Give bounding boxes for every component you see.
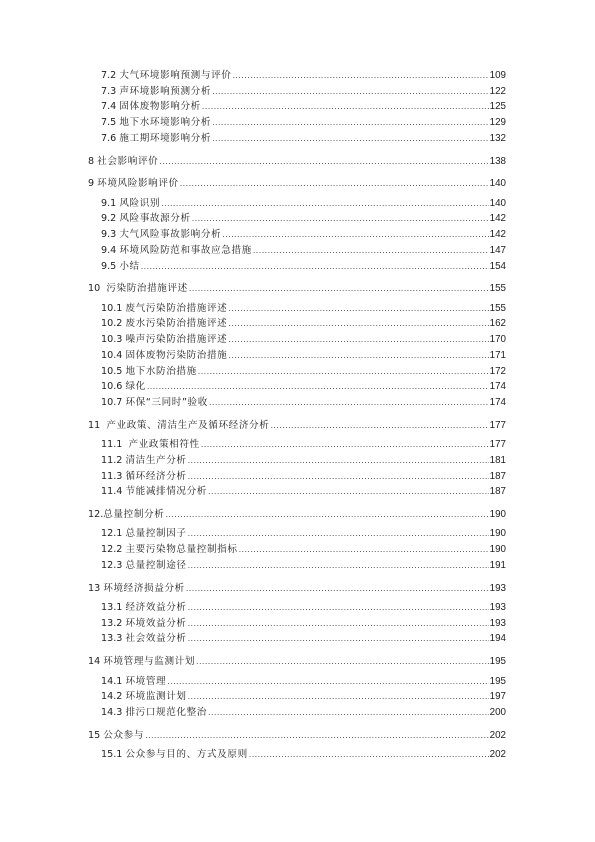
toc-entry-number: 14.3 bbox=[101, 707, 123, 718]
toc-entry-title: 环境管理与监测计划 bbox=[103, 656, 196, 668]
toc-entry-page-number: 132 bbox=[489, 132, 506, 144]
toc-dot-leader bbox=[189, 283, 489, 295]
toc-entry-number: 13.2 bbox=[101, 617, 123, 629]
toc-entry[interactable] bbox=[101, 484, 506, 498]
toc-entry-number: 11.2 bbox=[101, 454, 123, 466]
toc-dot-leader bbox=[209, 397, 489, 409]
toc-entry-page-number: 187 bbox=[489, 470, 506, 482]
toc-entry-title: 固体废物污染防治措施 bbox=[125, 349, 228, 361]
toc-entry-number: 10.6 bbox=[101, 381, 123, 393]
toc-dot-leader bbox=[192, 213, 489, 225]
toc-entry[interactable] bbox=[101, 131, 506, 145]
toc-entry-page-number: 125 bbox=[489, 101, 506, 113]
toc-entry-title: 大气环境影响预测与评价 bbox=[119, 70, 232, 81]
toc-entry-number: 10 bbox=[88, 283, 101, 295]
toc-entry-title: 公众参与目的、方式及原则 bbox=[125, 749, 248, 761]
toc-entry-title: 环境效益分析 bbox=[125, 617, 187, 629]
toc-entry-title: 地下水环境影响分析 bbox=[119, 117, 212, 129]
toc-entry-page-number: 190 bbox=[489, 508, 506, 520]
toc-entry-page-number: 181 bbox=[489, 454, 506, 466]
toc-entry-number: 12.1 bbox=[101, 528, 123, 540]
toc-entry-page-number: 174 bbox=[489, 396, 506, 408]
toc-entry-page-number: 147 bbox=[489, 244, 506, 256]
toc-entry-title: 声环境影响预测分析 bbox=[119, 85, 212, 97]
toc-entry[interactable] bbox=[88, 281, 506, 295]
toc-dot-leader bbox=[188, 633, 489, 645]
toc-entry-title: 总量控制因子 bbox=[125, 528, 187, 540]
toc-entry[interactable] bbox=[101, 227, 506, 241]
toc-entry-number: 9.3 bbox=[101, 229, 117, 241]
toc-entry-title: 产业政策相符性 bbox=[128, 439, 200, 451]
toc-entry-number: 11.3 bbox=[101, 470, 123, 482]
toc-entry-page-number: 194 bbox=[489, 633, 506, 645]
toc-entry-number: 7.6 bbox=[101, 132, 117, 144]
toc-entry-number: 10.4 bbox=[101, 349, 123, 361]
toc-entry-number: 13 bbox=[88, 582, 101, 594]
toc-dot-leader bbox=[239, 544, 489, 556]
toc-entry-number: 10.3 bbox=[101, 334, 123, 346]
toc-entry[interactable] bbox=[101, 395, 506, 409]
toc-entry-number: 11 bbox=[88, 419, 101, 431]
toc-entry-page-number: 191 bbox=[489, 559, 506, 571]
toc-entry[interactable] bbox=[101, 243, 506, 257]
toc-entry-title: 环境风险影响评价 bbox=[97, 178, 179, 190]
toc-dot-leader bbox=[188, 471, 489, 483]
toc-dot-leader bbox=[253, 245, 489, 257]
toc-dot-leader bbox=[186, 583, 489, 595]
toc-dot-leader bbox=[188, 691, 489, 703]
toc-entry[interactable] bbox=[88, 581, 506, 595]
toc-entry-title: 清洁生产分析 bbox=[125, 454, 187, 466]
toc-entry-page-number: 142 bbox=[489, 213, 506, 225]
toc-entry-number: 15 bbox=[88, 729, 101, 741]
toc-entry-title: 排污口规范化整治 bbox=[125, 707, 207, 718]
toc-entry[interactable] bbox=[101, 469, 506, 483]
toc-entry-number: 15.1 bbox=[101, 749, 123, 761]
toc-entry[interactable] bbox=[101, 542, 506, 556]
toc-entry-page-number: 190 bbox=[489, 544, 506, 556]
toc-entry-number: 10.1 bbox=[101, 302, 123, 314]
toc-dot-leader bbox=[159, 156, 488, 168]
toc-entry-title: 总量控制途径 bbox=[125, 559, 187, 571]
toc-dot-leader bbox=[180, 178, 489, 190]
toc-entry[interactable] bbox=[101, 526, 506, 540]
toc-entry-title: 主要污染物总量控制指标 bbox=[125, 544, 238, 556]
toc-entry-page-number: 200 bbox=[489, 707, 506, 718]
toc-dot-leader bbox=[208, 486, 489, 498]
toc-entry[interactable] bbox=[88, 728, 506, 742]
toc-entry-number: 11.1 bbox=[101, 439, 123, 451]
toc-entry[interactable] bbox=[101, 316, 506, 330]
toc-dot-leader bbox=[145, 730, 489, 742]
toc-entry[interactable] bbox=[101, 747, 506, 761]
toc-entry-title: 环境风险防范和事故应急措施 bbox=[119, 244, 252, 256]
toc-entry-number: 10.2 bbox=[101, 318, 123, 330]
toc-entry[interactable] bbox=[101, 631, 506, 645]
toc-entry-page-number: 202 bbox=[489, 729, 506, 741]
toc-entry-page-number: 162 bbox=[489, 318, 506, 330]
toc-dot-leader bbox=[188, 455, 489, 467]
toc-entry-title: 总量控制分析 bbox=[103, 508, 165, 520]
toc-entry-title: 风险事故源分析 bbox=[119, 213, 191, 225]
toc-entry-page-number: 154 bbox=[489, 260, 506, 272]
toc-entry-number: 12. bbox=[88, 508, 104, 520]
toc-dot-leader bbox=[228, 318, 488, 330]
toc-entry-title: 循环经济分析 bbox=[125, 470, 187, 482]
toc-entry-title: 施工期环境影响分析 bbox=[119, 132, 212, 144]
toc-entry-title: 产业政策、清洁生产及循环经济分析 bbox=[106, 419, 270, 431]
toc-entry-page-number: 193 bbox=[489, 617, 506, 629]
toc-entry-number: 10.7 bbox=[101, 396, 123, 408]
toc-dot-leader bbox=[202, 101, 489, 113]
toc-entry-page-number: 155 bbox=[489, 302, 506, 314]
toc-entry[interactable] bbox=[101, 705, 506, 719]
toc-entry[interactable] bbox=[101, 84, 506, 98]
toc-entry-number: 7.2 bbox=[101, 70, 117, 81]
toc-entry-number: 9.2 bbox=[101, 213, 117, 225]
toc-entry-page-number: 138 bbox=[489, 155, 506, 167]
toc-dot-leader bbox=[212, 117, 489, 129]
toc-entry-page-number: 109 bbox=[489, 70, 506, 81]
toc-entry-number: 12.3 bbox=[101, 559, 123, 571]
toc-entry-number: 9 bbox=[88, 178, 95, 190]
toc-entry[interactable] bbox=[101, 364, 506, 378]
toc-entry[interactable] bbox=[101, 558, 506, 572]
toc-entry-title: 环境监测计划 bbox=[125, 691, 187, 703]
toc-entry-number: 9.1 bbox=[101, 197, 117, 209]
toc-entry-number: 7.3 bbox=[101, 85, 117, 97]
toc-entry-page-number: 177 bbox=[489, 419, 506, 431]
toc-entry-title: 大气风险事故影响分析 bbox=[119, 229, 222, 241]
toc-dot-leader bbox=[196, 656, 489, 668]
toc-entry-number: 9.4 bbox=[101, 244, 117, 256]
toc-entry[interactable] bbox=[101, 211, 506, 225]
toc-dot-leader bbox=[222, 229, 488, 241]
toc-dot-leader bbox=[201, 439, 489, 451]
toc-entry-page-number: 197 bbox=[489, 691, 506, 703]
toc-entry-number: 12.2 bbox=[101, 544, 123, 556]
toc-entry-title: 小结 bbox=[119, 260, 140, 272]
toc-entry[interactable] bbox=[101, 674, 506, 688]
toc-entry-title: 环保“三同时”验收 bbox=[125, 396, 208, 408]
toc-entry[interactable] bbox=[101, 348, 506, 362]
toc-entry-page-number: 172 bbox=[489, 365, 506, 377]
toc-dot-leader bbox=[188, 602, 489, 614]
toc-dot-leader bbox=[161, 198, 489, 210]
toc-entry-title: 废气污染防治措施评述 bbox=[125, 302, 228, 314]
toc-entry-title: 环境经济损益分析 bbox=[103, 582, 185, 594]
toc-entry-page-number: 170 bbox=[489, 334, 506, 346]
toc-entry-title: 经济效益分析 bbox=[125, 602, 187, 613]
toc-entry-title: 环境管理 bbox=[125, 675, 167, 687]
toc-entry-number: 9.5 bbox=[101, 260, 117, 272]
toc-dot-leader bbox=[141, 261, 489, 273]
toc-entry-page-number: 195 bbox=[489, 675, 506, 687]
toc-entry-page-number: 187 bbox=[489, 486, 506, 498]
toc-entry-page-number: 193 bbox=[489, 582, 506, 594]
toc-dot-leader bbox=[208, 707, 489, 719]
toc-entry-page-number: 129 bbox=[489, 117, 506, 129]
toc-dot-leader bbox=[167, 676, 488, 688]
toc-entry-title: 噪声污染防治措施评述 bbox=[125, 334, 228, 346]
toc-entry[interactable] bbox=[101, 453, 506, 467]
toc-entry-title: 公众参与 bbox=[103, 729, 145, 741]
toc-entry[interactable] bbox=[101, 196, 506, 210]
toc-entry[interactable] bbox=[101, 437, 506, 451]
toc-dot-leader bbox=[270, 420, 488, 432]
toc-entry[interactable] bbox=[88, 418, 506, 432]
toc-entry[interactable] bbox=[101, 99, 506, 113]
toc-dot-leader bbox=[188, 528, 489, 540]
toc-entry-title: 社会影响评价 bbox=[97, 155, 159, 167]
toc-entry[interactable] bbox=[101, 600, 506, 614]
toc-entry[interactable] bbox=[88, 654, 506, 668]
toc-entry[interactable] bbox=[101, 115, 506, 129]
toc-dot-leader bbox=[188, 618, 489, 630]
toc-entry-page-number: 193 bbox=[489, 602, 506, 613]
toc-dot-leader bbox=[228, 350, 488, 362]
toc-dot-leader bbox=[212, 133, 489, 145]
toc-entry-page-number: 122 bbox=[489, 85, 506, 97]
toc-entry-title: 污染防治措施评述 bbox=[106, 283, 188, 295]
toc-entry-number: 7.4 bbox=[101, 101, 117, 113]
toc-entry-page-number: 177 bbox=[489, 439, 506, 451]
toc-entry-title: 社会效益分析 bbox=[125, 633, 187, 645]
toc-dot-leader bbox=[212, 86, 489, 98]
toc-dot-leader bbox=[232, 70, 488, 82]
toc-entry-title: 地下水防治措施 bbox=[125, 365, 197, 377]
toc-dot-leader bbox=[198, 366, 489, 378]
toc-entry-page-number: 140 bbox=[489, 178, 506, 190]
toc-entry[interactable] bbox=[101, 332, 506, 346]
toc-entry-title: 绿化 bbox=[125, 381, 146, 393]
toc-entry[interactable] bbox=[101, 689, 506, 703]
toc-dot-leader bbox=[147, 381, 489, 393]
toc-entry-page-number: 142 bbox=[489, 229, 506, 241]
toc-dot-leader bbox=[228, 303, 488, 315]
toc-entry[interactable] bbox=[101, 259, 506, 273]
toc-entry-number: 14 bbox=[88, 656, 101, 668]
toc-entry-number: 11.4 bbox=[101, 486, 123, 498]
toc-entry[interactable] bbox=[88, 507, 506, 521]
toc-entry[interactable] bbox=[101, 379, 506, 393]
toc-entry[interactable] bbox=[88, 154, 506, 168]
toc-entry[interactable] bbox=[101, 616, 506, 630]
toc-entry-page-number: 171 bbox=[489, 349, 506, 361]
toc-entry-number: 7.5 bbox=[101, 117, 117, 129]
toc-dot-leader bbox=[249, 749, 489, 761]
toc-dot-leader bbox=[188, 560, 489, 572]
toc-entry-page-number: 202 bbox=[489, 749, 506, 761]
toc-entry-title: 废水污染防治措施评述 bbox=[125, 318, 228, 330]
toc-entry-number: 14.2 bbox=[101, 691, 123, 703]
toc-entry[interactable] bbox=[101, 68, 506, 82]
toc-entry-page-number: 190 bbox=[489, 528, 506, 540]
toc-dot-leader bbox=[165, 509, 488, 521]
toc-entry[interactable] bbox=[101, 301, 506, 315]
toc-entry-page-number: 155 bbox=[489, 283, 506, 295]
toc-entry-number: 13.1 bbox=[101, 602, 123, 613]
toc-entry-number: 10.5 bbox=[101, 365, 123, 377]
toc-entry-number: 13.3 bbox=[101, 633, 123, 645]
toc-entry-title: 节能减排情况分析 bbox=[125, 486, 207, 498]
toc-entry-number: 14.1 bbox=[101, 675, 123, 687]
toc-entry-number: 8 bbox=[88, 155, 95, 167]
toc-entry-title: 固体废物影响分析 bbox=[119, 101, 201, 113]
toc-entry-page-number: 195 bbox=[489, 656, 506, 668]
toc-entry[interactable] bbox=[88, 176, 506, 190]
toc-entry-page-number: 140 bbox=[489, 197, 506, 209]
toc-dot-leader bbox=[228, 334, 488, 346]
toc-entry-title: 风险识别 bbox=[119, 197, 161, 209]
toc-entry-page-number: 174 bbox=[489, 381, 506, 393]
